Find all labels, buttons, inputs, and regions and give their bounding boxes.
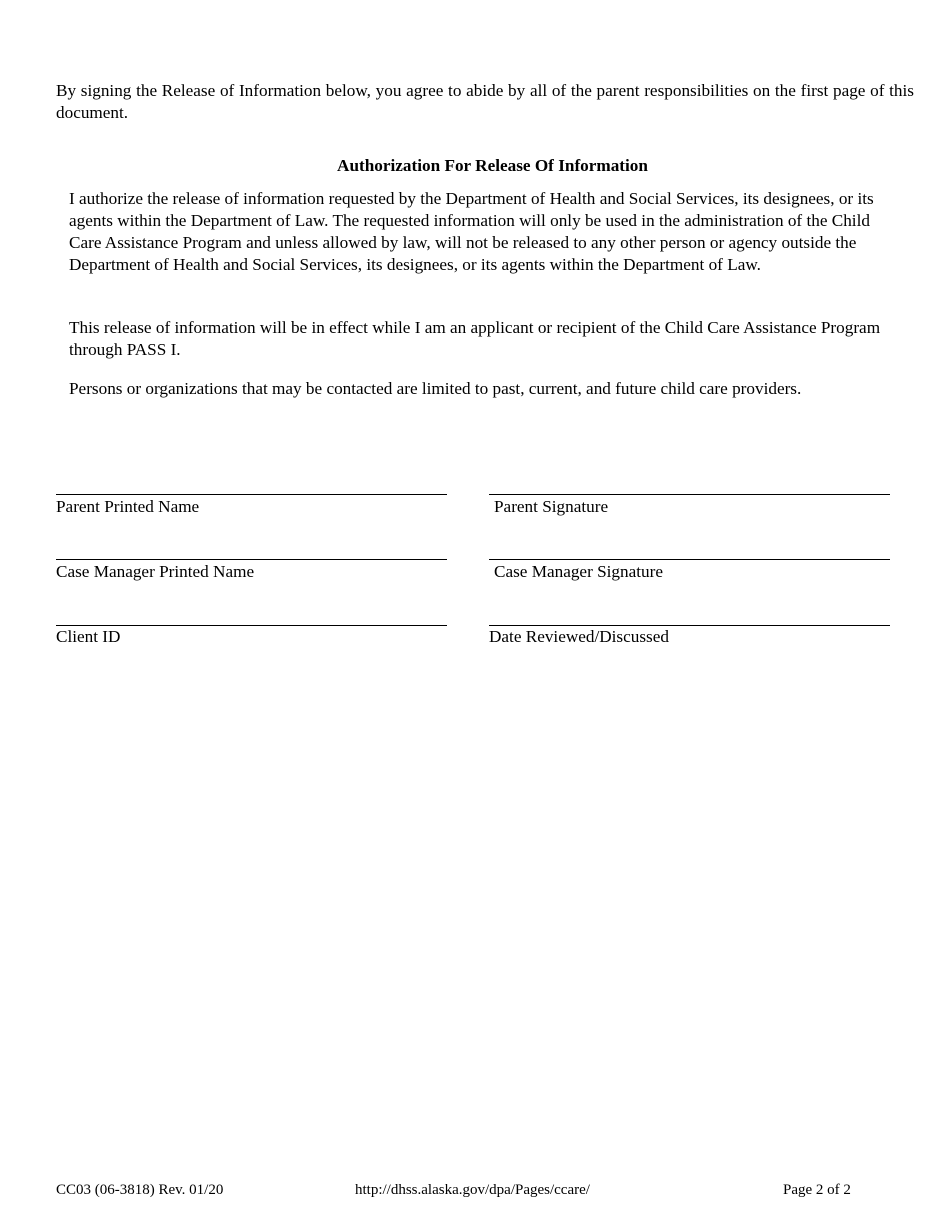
case-manager-signature-field[interactable] xyxy=(489,559,890,560)
authorization-paragraph-3: Persons or organizations that may be contacted are limited to past, current, and future child care providers. xyxy=(69,379,802,398)
footer-page-number: Page 2 of 2 xyxy=(783,1182,851,1198)
authorization-paragraph-2: This release of information will be in effect while I am an applicant or recipient of the Child Care Assistance Program through PASS I. xyxy=(69,318,881,359)
footer-url: http://dhss.alaska.gov/dpa/Pages/ccare/ xyxy=(355,1182,590,1198)
parent-printed-name-field[interactable] xyxy=(56,494,447,495)
client-id-label: Client ID xyxy=(56,627,121,646)
case-manager-signature-label: Case Manager Signature xyxy=(494,562,663,581)
authorization-heading: Authorization For Release Of Information xyxy=(337,156,648,175)
case-manager-printed-name-label: Case Manager Printed Name xyxy=(56,562,255,581)
parent-signature-field[interactable] xyxy=(489,494,890,495)
case-manager-printed-name-field[interactable] xyxy=(56,559,447,560)
parent-printed-name-label: Parent Printed Name xyxy=(56,497,200,516)
date-reviewed-label: Date Reviewed/Discussed xyxy=(489,627,669,646)
intro-paragraph: By signing the Release of Information below, you agree to abide by all of the parent responsibilities on the first page of this document. xyxy=(56,81,914,122)
footer-form-number: CC03 (06-3818) Rev. 01/20 xyxy=(56,1182,224,1198)
authorization-paragraph-1: I authorize the release of information requested by the Department of Health and Social Services, its designees, or its agents within the Department of Law. The requested information will only be used in the administration of the Child Care Assistance Program and unless allowed by law, will not be released to any other person or agency outside the Department of Health and Social Services, its designees, or its agents within the Department of Law. xyxy=(69,189,874,274)
parent-signature-label: Parent Signature xyxy=(494,497,609,516)
